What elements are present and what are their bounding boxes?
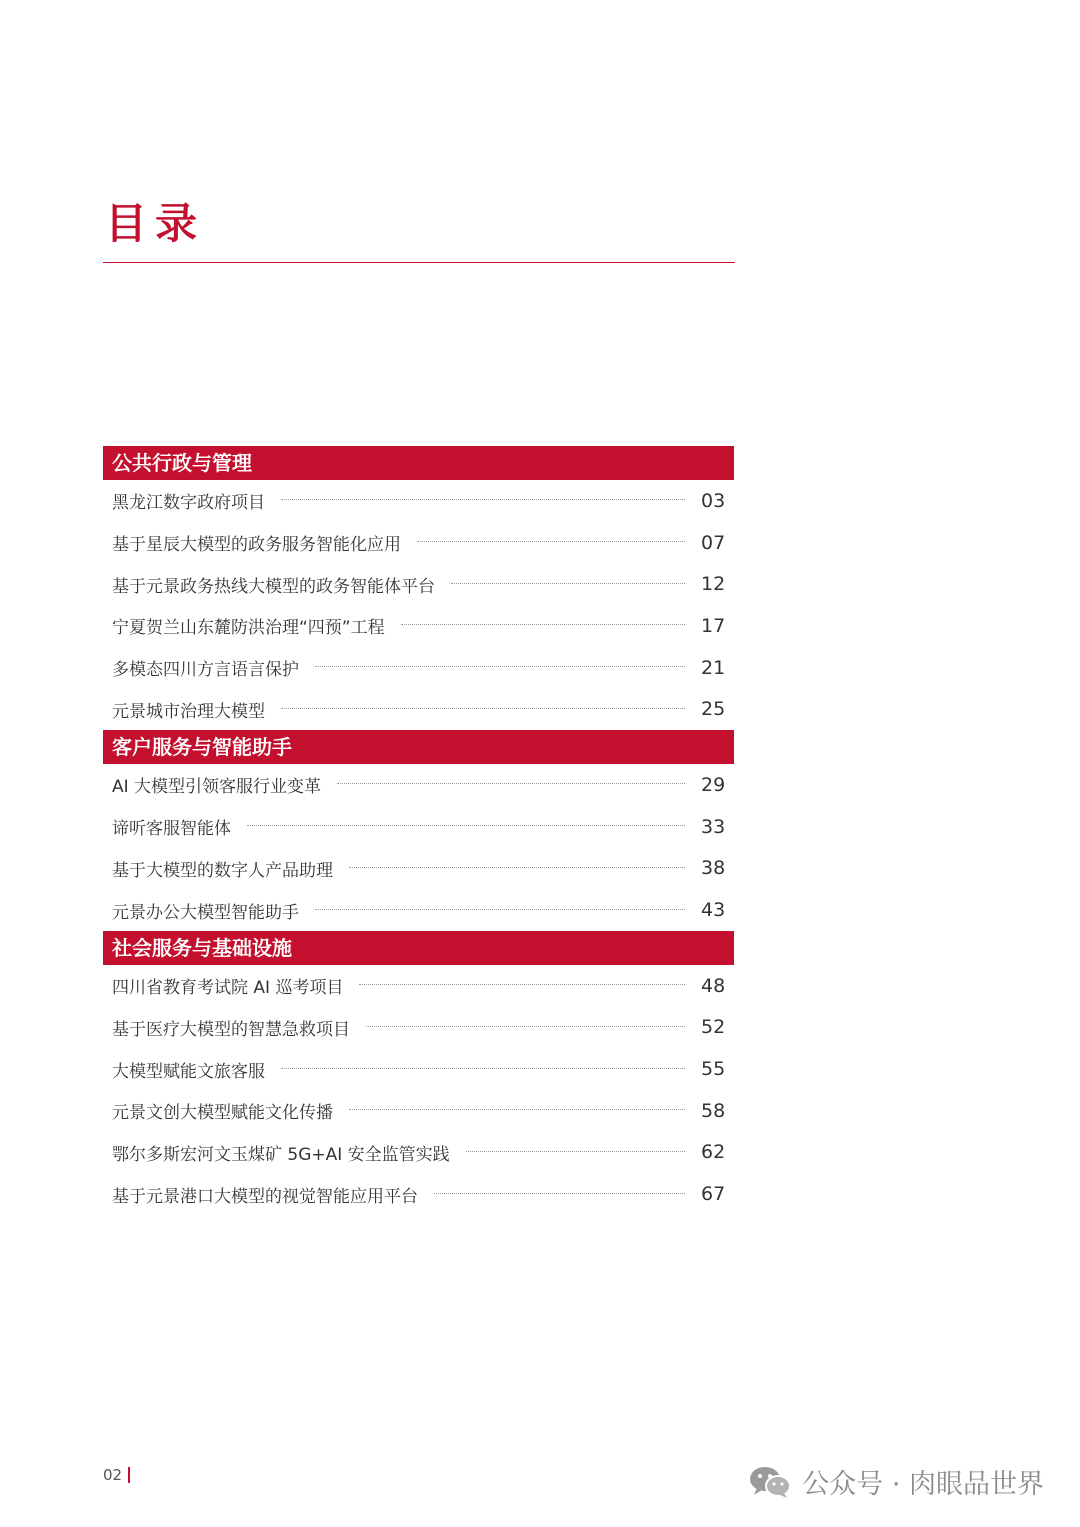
title-divider: [103, 262, 735, 263]
toc-entry-title: 元景文创大模型赋能文化传播: [112, 1103, 333, 1124]
toc-entry-title: 黑龙江数字政府项目: [112, 493, 265, 514]
toc-entry-title: 基于医疗大模型的智慧急救项目: [112, 1019, 350, 1040]
toc-entry[interactable]: [103, 1173, 734, 1215]
toc-entry[interactable]: [103, 522, 734, 564]
toc-entry[interactable]: [103, 965, 734, 1007]
toc-entry-title: AI 大模型引领客服行业变革: [112, 777, 322, 798]
toc-entry-page: 12: [701, 573, 726, 596]
toc-entry-page: 58: [701, 1099, 726, 1122]
dot-leader: [315, 909, 685, 910]
page-number: [103, 1466, 130, 1484]
toc-entry-page: 62: [701, 1141, 726, 1164]
toc-entry-title: 多模态四川方言语言保护: [112, 660, 299, 681]
toc-entry-title: 基于元景政务热线大模型的政务智能体平台: [112, 576, 435, 597]
toc-entry-title: 元景城市治理大模型: [112, 701, 265, 722]
table-of-contents: [103, 446, 734, 1215]
toc-entry-page: 43: [701, 899, 726, 922]
dot-leader: [451, 583, 685, 584]
toc-section-social-services: [103, 931, 734, 1215]
toc-entry-page: 03: [701, 489, 726, 512]
dot-leader: [337, 783, 685, 784]
dot-leader: [466, 1151, 685, 1152]
toc-entry[interactable]: [103, 889, 734, 931]
dot-leader: [349, 1109, 685, 1110]
wechat-icon: [748, 1465, 792, 1499]
toc-entry-title: 宁夏贺兰山东麓防洪治理“四预”工程: [112, 618, 385, 639]
toc-entry[interactable]: [103, 1090, 734, 1132]
toc-entry[interactable]: [103, 1132, 734, 1174]
section-header: 社会服务与基础设施: [103, 931, 734, 965]
toc-entry[interactable]: [103, 806, 734, 848]
toc-entry[interactable]: [103, 1048, 734, 1090]
dot-leader: [401, 624, 685, 625]
toc-entry-page: 38: [701, 857, 726, 880]
toc-entry-page: 33: [701, 815, 726, 838]
dot-leader: [247, 825, 685, 826]
dot-leader: [281, 1068, 685, 1069]
section-header: 公共行政与管理: [103, 446, 734, 480]
toc-entry-title: 基于星辰大模型的政务服务智能化应用: [112, 535, 401, 556]
toc-entry-page: 67: [701, 1183, 726, 1206]
watermark: [748, 1462, 1044, 1501]
toc-entry[interactable]: [103, 647, 734, 689]
toc-entry[interactable]: [103, 688, 734, 730]
toc-entry-title: 基于大模型的数字人产品助理: [112, 860, 333, 881]
toc-entry-page: 17: [701, 614, 726, 637]
dot-leader: [349, 867, 685, 868]
toc-entry-page: 29: [701, 773, 726, 796]
toc-entry-title: 鄂尔多斯宏河文玉煤矿 5G+AI 安全监管实践: [112, 1144, 450, 1165]
toc-entry-page: 07: [701, 531, 726, 554]
toc-entry[interactable]: [103, 764, 734, 806]
toc-entry-title: 基于元景港口大模型的视觉智能应用平台: [112, 1186, 418, 1207]
dot-leader: [281, 708, 685, 709]
toc-entry[interactable]: [103, 1007, 734, 1049]
section-header: 客户服务与智能助手: [103, 730, 734, 764]
page-title: 目录: [105, 199, 206, 248]
toc-entry[interactable]: [103, 848, 734, 890]
dot-leader: [359, 984, 685, 985]
toc-entry-title: 谛听客服智能体: [112, 819, 231, 840]
toc-entry[interactable]: [103, 563, 734, 605]
toc-entry-title: 元景办公大模型智能助手: [112, 902, 299, 923]
toc-section-public-administration: [103, 446, 734, 730]
toc-entry[interactable]: [103, 480, 734, 522]
dot-leader: [281, 499, 685, 500]
watermark-text: 公众号 · 肉眼品世界: [802, 1469, 1044, 1500]
toc-entry-page: 21: [701, 656, 726, 679]
page-number-bar: [128, 1467, 130, 1483]
page-number-text: 02: [103, 1466, 123, 1484]
toc-entry-title: 大模型赋能文旅客服: [112, 1061, 265, 1082]
toc-entry-page: 55: [701, 1058, 726, 1081]
toc-entry[interactable]: [103, 605, 734, 647]
toc-entry-title: 四川省教育考试院 AI 巡考项目: [112, 978, 344, 999]
dot-leader: [417, 541, 685, 542]
dot-leader: [366, 1026, 685, 1027]
toc-section-customer-service: [103, 730, 734, 931]
toc-entry-page: 48: [701, 974, 726, 997]
toc-entry-page: 52: [701, 1016, 726, 1039]
dot-leader: [315, 666, 685, 667]
dot-leader: [434, 1193, 685, 1194]
toc-entry-page: 25: [701, 698, 726, 721]
